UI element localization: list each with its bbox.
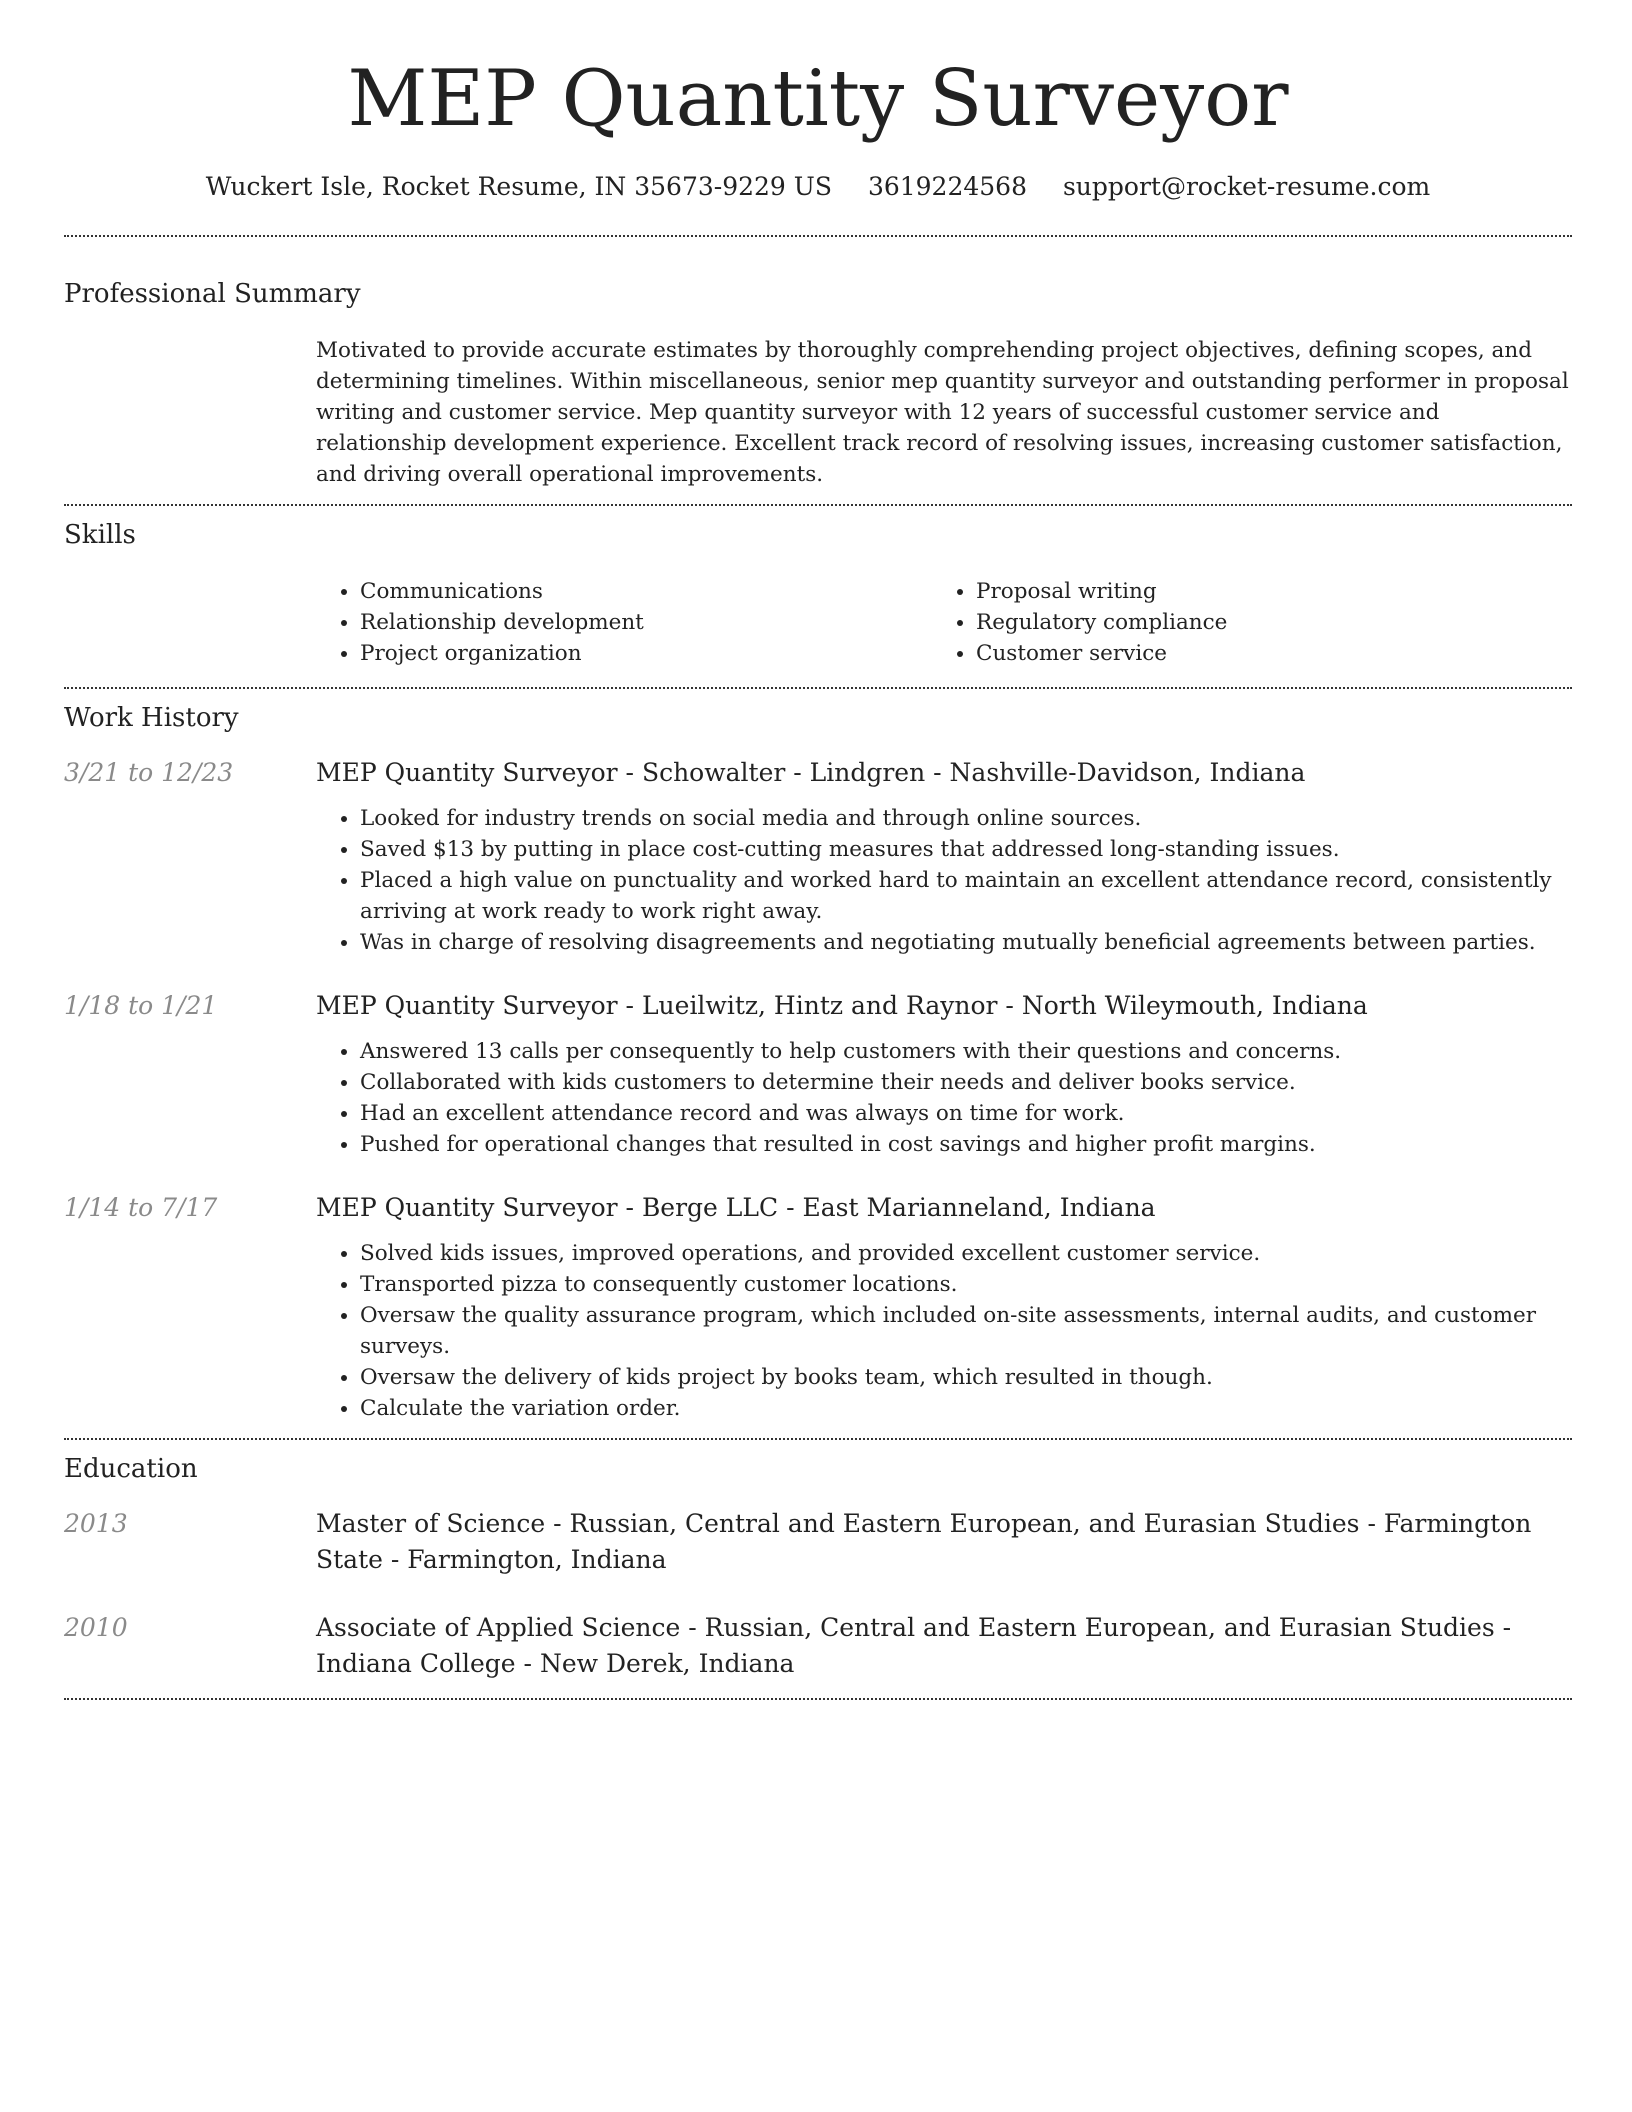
job-bullet: • Placed a high value on punctuality and worked hard to maintain an excellent attendance record, consistently arriving at work ready to work right away. — [360, 865, 1572, 927]
skills-grid — [316, 576, 1572, 669]
job-bullet: • Oversaw the quality assurance program, which included on-site assessments, internal audits, and customer surveys. — [360, 1300, 1572, 1362]
job-bullet: • Solved kids issues, improved operations, and provided excellent customer service. — [360, 1238, 1572, 1269]
job-bullet: • Pushed for operational changes that resulted in cost savings and higher profit margins. — [360, 1129, 1572, 1160]
summary-section — [64, 237, 1572, 490]
job-dates: 1/14 to 7/17 — [64, 1193, 218, 1222]
job-title: MEP Quantity Surveyor - Berge LLC - East Marianneland, Indiana — [316, 1193, 1156, 1222]
job-bullet: • Looked for industry trends on social media and through online sources. — [360, 803, 1572, 834]
job-bullet: • Oversaw the delivery of kids project by books team, which resulted in though. — [360, 1362, 1572, 1393]
job-dates: 3/21 to 12/23 — [64, 758, 234, 787]
job-body — [316, 755, 1572, 958]
job-dates: 1/18 to 1/21 — [64, 991, 218, 1020]
education-entry — [64, 1506, 1572, 1578]
job-bullet: • Calculate the variation order. — [360, 1393, 1572, 1424]
job-entry — [64, 755, 1572, 958]
skills-section — [64, 506, 1572, 669]
education-title: Master of Science - Russian, Central and Eastern European, and Eurasian Studies - Farmington State - Farmington, Indiana — [316, 1509, 1532, 1574]
section-title-summary: Professional Summary — [64, 279, 361, 309]
education-entry — [64, 1610, 1572, 1682]
phone: 3619224568 — [867, 172, 1027, 201]
job-body — [316, 1190, 1572, 1424]
email: support@rocket-resume.com — [1062, 172, 1431, 201]
job-bullet: • Collaborated with kids customers to determine their needs and deliver books service. — [360, 1067, 1572, 1098]
section-title-skills: Skills — [64, 520, 136, 550]
education-body — [316, 1610, 1572, 1682]
skill-item: • Regulatory compliance — [976, 607, 1548, 638]
job-title: MEP Quantity Surveyor - Lueilwitz, Hintz and Raynor - North Wileymouth, Indiana — [316, 991, 1368, 1020]
job-bullet: • Answered 13 calls per consequently to help customers with their questions and concerns. — [360, 1036, 1572, 1067]
education-section — [64, 1440, 1572, 1682]
job-bullet: • Was in charge of resolving disagreements and negotiating mutually beneficial agreements between parties. — [360, 927, 1572, 958]
candidate-name: MEP Quantity Surveyor — [347, 54, 1289, 144]
job-bullet: • Saved $13 by putting in place cost-cutting measures that addressed long-standing issues. — [360, 834, 1572, 865]
skill-item: • Communications — [360, 576, 932, 607]
divider — [64, 1698, 1572, 1700]
resume-page — [64, 0, 1572, 1700]
skills-column-left — [316, 576, 932, 669]
contact-line — [64, 172, 1572, 201]
section-title-education: Education — [64, 1454, 198, 1484]
job-title: MEP Quantity Surveyor - Schowalter - Lindgren - Nashville-Davidson, Indiana — [316, 758, 1306, 787]
job-bullet: • Transported pizza to consequently customer locations. — [360, 1269, 1572, 1300]
skill-item: • Project organization — [360, 638, 932, 669]
job-entry — [64, 1190, 1572, 1424]
job-entry — [64, 988, 1572, 1160]
skill-item: • Relationship development — [360, 607, 932, 638]
skill-item: • Customer service — [976, 638, 1548, 669]
job-body — [316, 988, 1572, 1160]
job-bullet: • Had an excellent attendance record and was always on time for work. — [360, 1098, 1572, 1129]
skills-column-right — [932, 576, 1548, 669]
education-year: 2013 — [64, 1509, 128, 1538]
education-year: 2010 — [64, 1613, 128, 1642]
section-title-work: Work History — [64, 703, 239, 733]
address: Wuckert Isle, Rocket Resume, IN 35673-9229 US — [205, 172, 832, 201]
skill-item: • Proposal writing — [976, 576, 1548, 607]
work-section — [64, 689, 1572, 1424]
education-body — [316, 1506, 1572, 1578]
education-title: Associate of Applied Science - Russian, Central and Eastern European, and Eurasian Studies - Indiana College - New Derek, Indiana — [316, 1613, 1512, 1678]
summary-text: Motivated to provide accurate estimates by thoroughly comprehending project objectives, defining scopes, and determining timelines. Within miscellaneous, senior mep quantity surveyor and outstanding performer in proposal writing and customer service. Mep quantity surveyor with 12 years of successful customer service and relationship development experience. Excellent track record of resolving issues, increasing customer satisfaction, and driving overall operational improvements. — [316, 338, 1569, 487]
